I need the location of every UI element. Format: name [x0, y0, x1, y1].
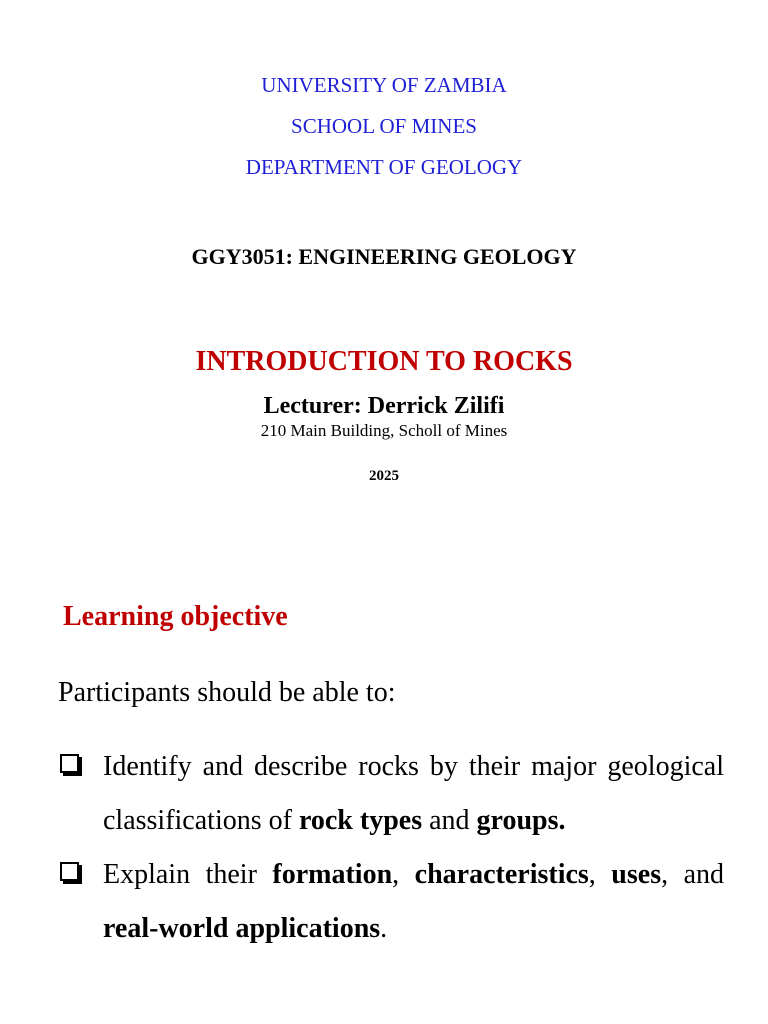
course-title: GGY3051: ENGINEERING GEOLOGY	[191, 244, 577, 269]
university-name: UNIVERSITY OF ZAMBIA	[261, 73, 507, 97]
checkbox-icon	[60, 862, 79, 881]
objectives-intro: Participants should be able to:	[58, 677, 396, 708]
lecture-title: INTRODUCTION TO ROCKS	[195, 346, 573, 377]
lecturer-name: Lecturer: Derrick Zilifi	[263, 393, 505, 419]
school-name: SCHOOL OF MINES	[291, 114, 477, 138]
lecturer-office: 210 Main Building, Scholl of Mines	[260, 421, 508, 440]
objective-emphasis: characteristics	[414, 859, 589, 890]
checkbox-icon	[60, 754, 79, 773]
objective-item	[58, 848, 724, 956]
objective-text: .	[380, 913, 388, 944]
objective-text: and	[422, 805, 477, 836]
objective-emphasis: rock types	[298, 805, 423, 836]
lecture-year: 2025	[369, 468, 399, 484]
objectives-list	[58, 740, 724, 956]
objective-emphasis: groups.	[476, 805, 566, 836]
section-heading: Learning objective	[63, 601, 288, 632]
objective-item	[58, 740, 724, 848]
objective-emphasis: real-world applications	[103, 913, 381, 944]
objective-text: ,	[588, 859, 612, 890]
objective-text: Explain their	[103, 859, 273, 890]
objective-text: Identify and describe rocks by their major geological classifications of	[103, 751, 724, 836]
objective-text: ,	[392, 859, 415, 890]
objective-emphasis: uses	[611, 859, 662, 890]
objective-emphasis: formation	[272, 859, 393, 890]
department-name: DEPARTMENT OF GEOLOGY	[245, 155, 523, 179]
objective-text: , and	[661, 859, 725, 890]
